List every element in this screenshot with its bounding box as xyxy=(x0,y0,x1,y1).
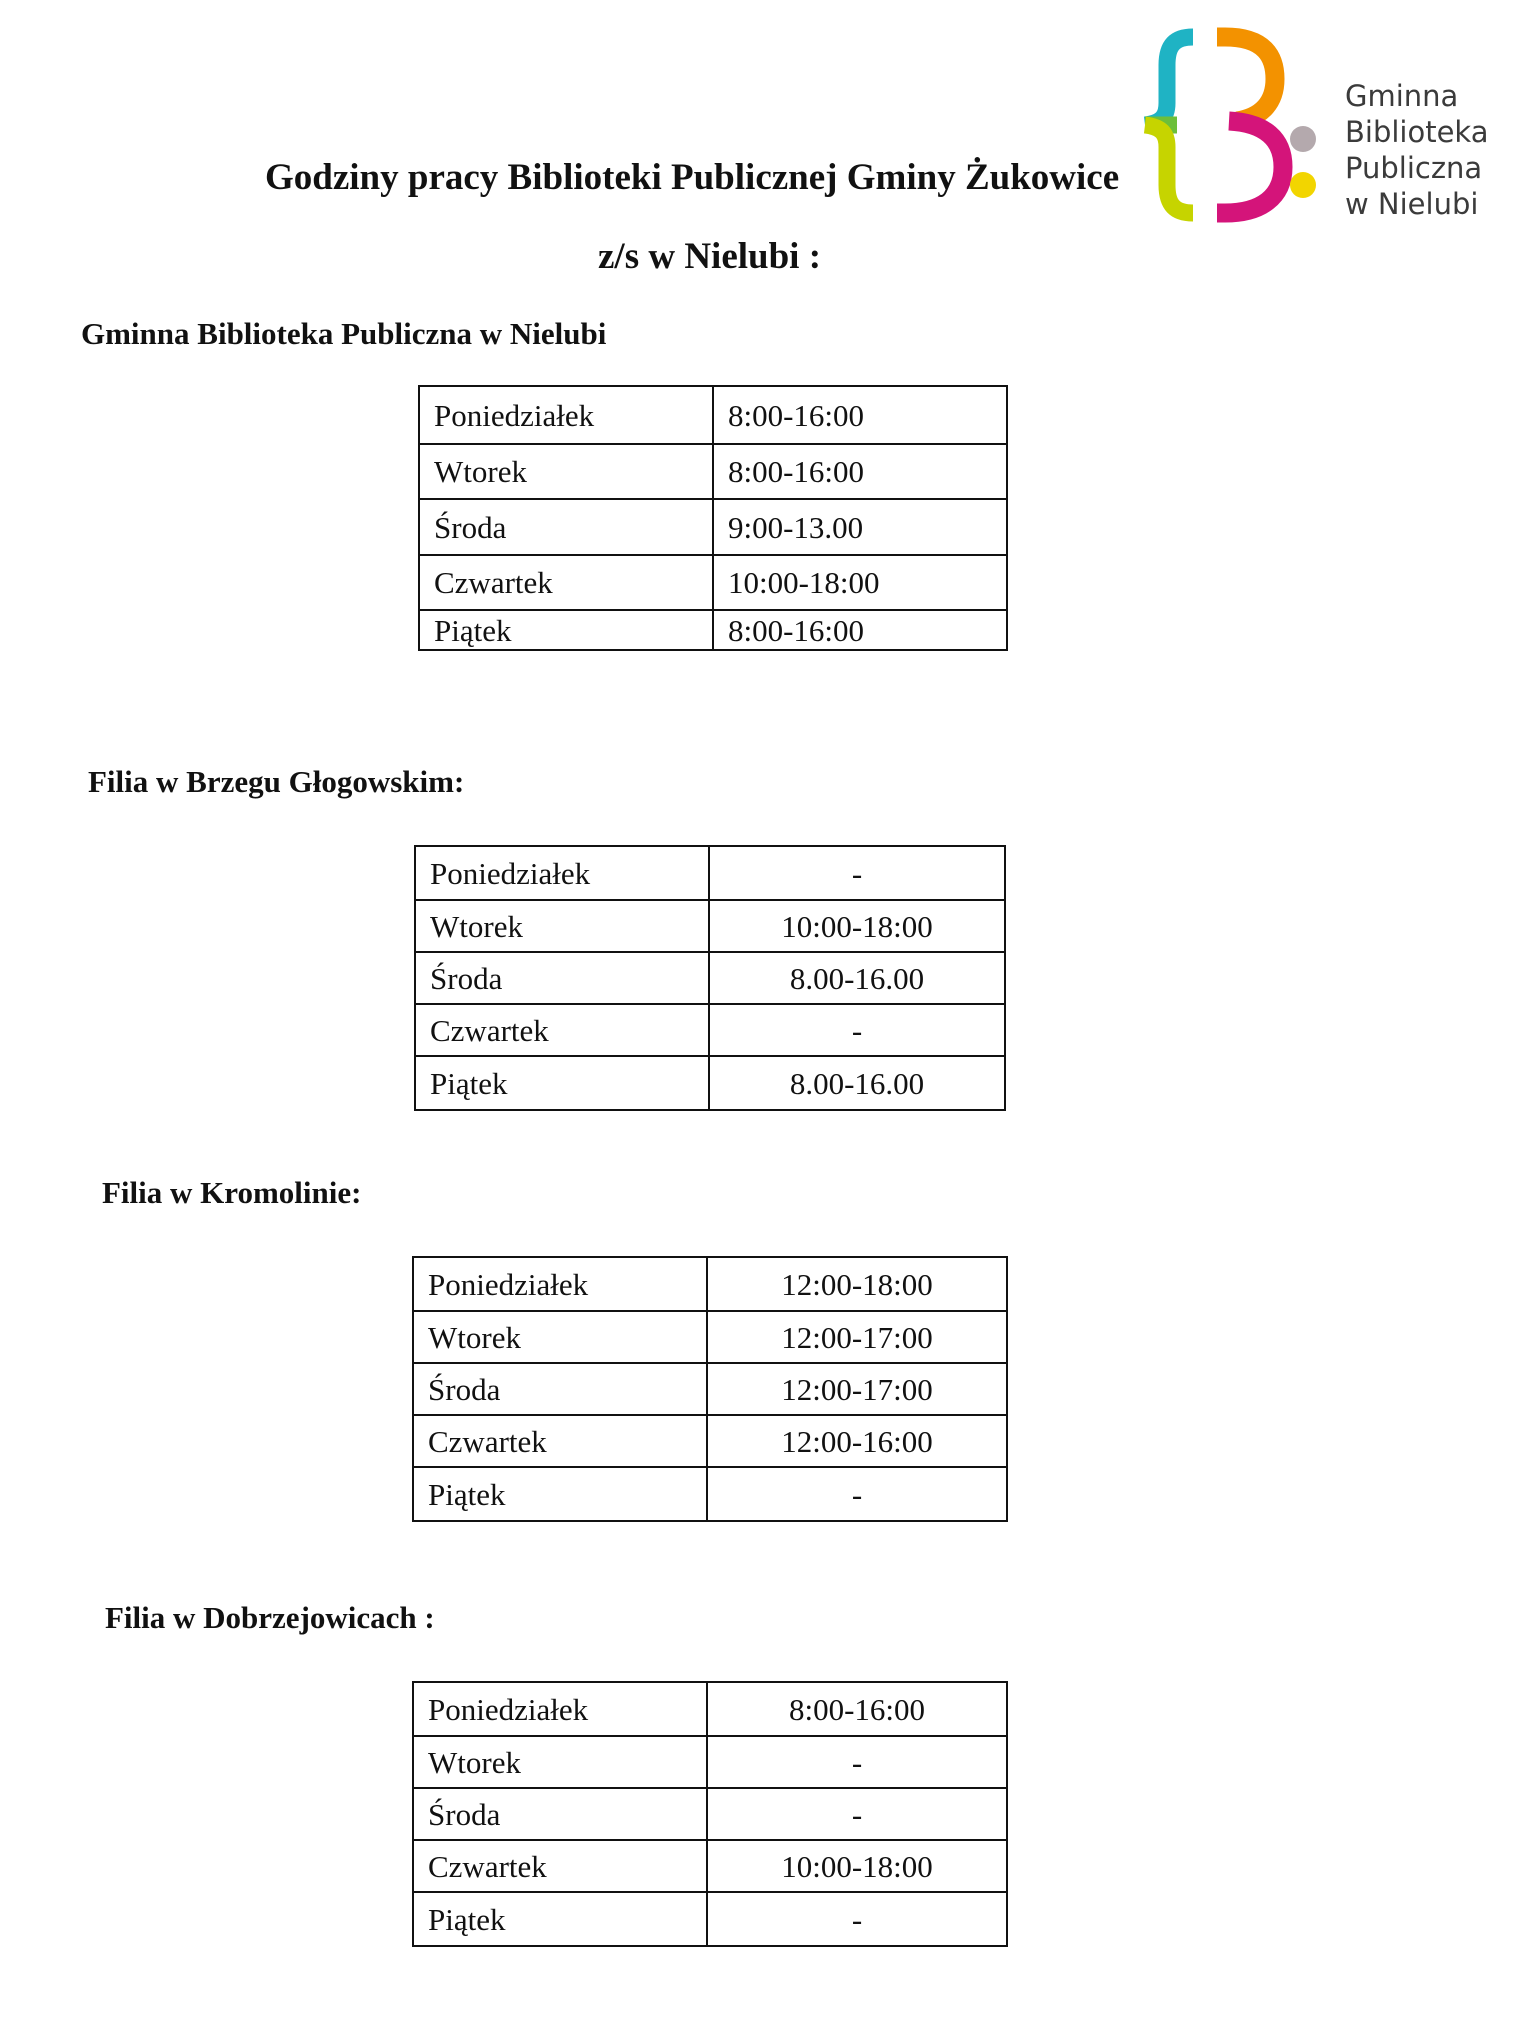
section-heading: Filia w Kromolinie: xyxy=(102,1175,362,1210)
logo-line: Biblioteka xyxy=(1345,115,1489,149)
hours-table xyxy=(418,385,1008,651)
day-cell: Piątek xyxy=(413,1467,707,1521)
table-row xyxy=(419,499,1007,555)
table-row xyxy=(415,1056,1005,1110)
hours-cell: 12:00-18:00 xyxy=(707,1257,1007,1311)
hours-cell: - xyxy=(709,846,1005,900)
table-row xyxy=(415,846,1005,900)
day-cell: Czwartek xyxy=(419,555,713,610)
logo-line: Gminna xyxy=(1345,79,1459,113)
hours-cell: 12:00-17:00 xyxy=(707,1311,1007,1363)
day-cell: Czwartek xyxy=(413,1415,707,1467)
day-cell: Piątek xyxy=(415,1056,709,1110)
table-row xyxy=(419,610,1007,650)
hours-cell: - xyxy=(707,1892,1007,1946)
hours-table xyxy=(412,1681,1008,1947)
hours-cell: - xyxy=(707,1467,1007,1521)
hours-cell: 8.00-16.00 xyxy=(709,952,1005,1004)
hours-cell: 8.00-16.00 xyxy=(709,1056,1005,1110)
day-cell: Poniedziałek xyxy=(415,846,709,900)
section-heading: Filia w Brzegu Głogowskim: xyxy=(88,764,465,799)
table-row xyxy=(413,1467,1007,1521)
day-cell: Środa xyxy=(413,1788,707,1840)
day-cell: Piątek xyxy=(413,1892,707,1946)
hours-cell: 8:00-16:00 xyxy=(713,610,1007,650)
hours-cell: - xyxy=(707,1736,1007,1788)
section-heading: Filia w Dobrzejowicach : xyxy=(105,1600,435,1635)
day-cell: Czwartek xyxy=(415,1004,709,1056)
page-title: Godziny pracy Biblioteki Publicznej Gminy Żukowice xyxy=(265,157,1120,198)
day-cell: Środa xyxy=(413,1363,707,1415)
table-row xyxy=(413,1311,1007,1363)
hours-cell: - xyxy=(707,1788,1007,1840)
table-row xyxy=(419,386,1007,444)
day-cell: Wtorek xyxy=(415,900,709,952)
day-cell: Poniedziałek xyxy=(413,1682,707,1736)
table-row xyxy=(413,1682,1007,1736)
day-cell: Środa xyxy=(415,952,709,1004)
table-row xyxy=(415,900,1005,952)
hours-cell: 12:00-17:00 xyxy=(707,1363,1007,1415)
hours-cell: 9:00-13.00 xyxy=(713,499,1007,555)
logo-line: Publiczna xyxy=(1345,151,1483,185)
section-heading: Gminna Biblioteka Publiczna w Nielubi xyxy=(81,316,607,351)
table-row xyxy=(413,1257,1007,1311)
day-cell: Środa xyxy=(419,499,713,555)
table-row xyxy=(415,952,1005,1004)
hours-table xyxy=(412,1256,1008,1522)
table-row xyxy=(413,1788,1007,1840)
hours-cell: 10:00-18:00 xyxy=(713,555,1007,610)
table-row xyxy=(413,1840,1007,1892)
day-cell: Wtorek xyxy=(413,1311,707,1363)
page-subtitle: z/s w Nielubi : xyxy=(598,236,822,277)
day-cell: Poniedziałek xyxy=(419,386,713,444)
table-row xyxy=(413,1415,1007,1467)
table-row xyxy=(415,1004,1005,1056)
hours-cell: 8:00-16:00 xyxy=(707,1682,1007,1736)
logo-line: w Nielubi xyxy=(1345,187,1479,221)
day-cell: Wtorek xyxy=(413,1736,707,1788)
table-row xyxy=(413,1736,1007,1788)
day-cell: Poniedziałek xyxy=(413,1257,707,1311)
hours-cell: 12:00-16:00 xyxy=(707,1415,1007,1467)
hours-cell: 10:00-18:00 xyxy=(709,900,1005,952)
table-row xyxy=(413,1892,1007,1946)
hours-cell: - xyxy=(709,1004,1005,1056)
hours-table xyxy=(414,845,1006,1111)
hours-cell: 8:00-16:00 xyxy=(713,444,1007,499)
table-row xyxy=(419,555,1007,610)
day-cell: Piątek xyxy=(419,610,713,650)
hours-cell: 8:00-16:00 xyxy=(713,386,1007,444)
day-cell: Czwartek xyxy=(413,1840,707,1892)
day-cell: Wtorek xyxy=(419,444,713,499)
table-row xyxy=(413,1363,1007,1415)
hours-cell: 10:00-18:00 xyxy=(707,1840,1007,1892)
table-row xyxy=(419,444,1007,499)
logo-wordmark xyxy=(1345,78,1489,222)
